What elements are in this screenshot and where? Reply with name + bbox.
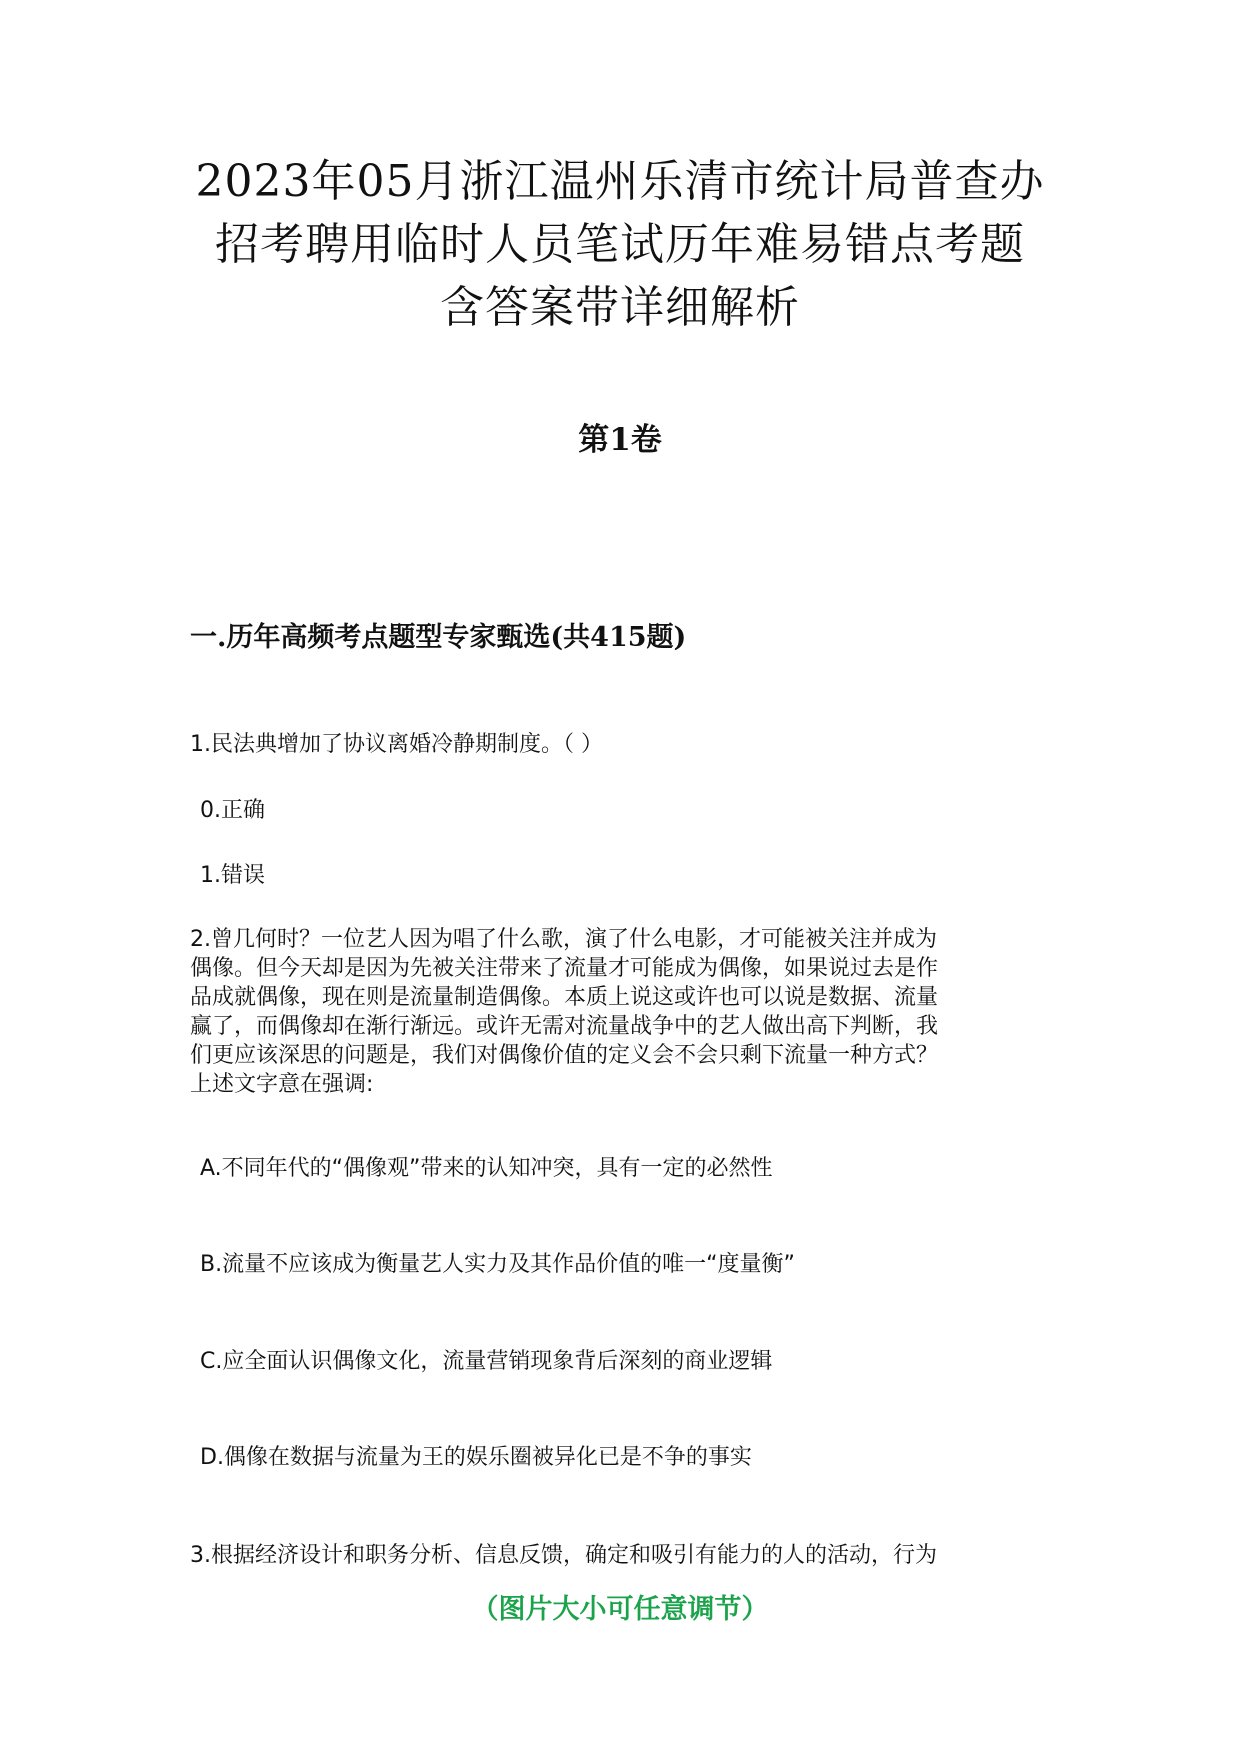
question-2-option-d: D.偶像在数据与流量为王的娱乐圈被异化已是不争的事实 <box>200 1445 752 1470</box>
volume-label: 第1卷 <box>578 422 662 458</box>
question-2-stem-line: 2.曾几何时？一位艺人因为唱了什么歌，演了什么电影，才可能被关注并成为 <box>190 927 937 952</box>
footer-note: （图片大小可任意调节） <box>471 1594 769 1625</box>
question-3-stem: 3.根据经济设计和职务分析、信息反馈，确定和吸引有能力的人的活动，行为 <box>190 1543 937 1568</box>
question-1-option-1: 1.错误 <box>200 863 265 888</box>
question-2-option-a: A.不同年代的“偶像观”带来的认知冲突，具有一定的必然性 <box>200 1156 773 1181</box>
question-2-stem-line: 上述文字意在强调: <box>190 1072 374 1097</box>
title-line-2: 招考聘用临时人员笔试历年难易错点考题 <box>215 219 1025 270</box>
section-heading: 一.历年高频考点题型专家甄选(共415题) <box>190 622 687 653</box>
question-2-stem <box>190 925 1060 1099</box>
document-title <box>150 150 1090 339</box>
title-line-1: 2023年05月浙江温州乐清市统计局普查办 <box>195 156 1045 207</box>
question-2-option-b: B.流量不应该成为衡量艺人实力及其作品价值的唯一“度量衡” <box>200 1252 795 1277</box>
question-1-stem: 1.民法典增加了协议离婚冷静期制度。（ ） <box>190 732 603 757</box>
question-2-stem-line: 偶像。但今天却是因为先被关注带来了流量才可能成为偶像，如果说过去是作 <box>190 956 939 981</box>
question-2-stem-line: 们更应该深思的问题是，我们对偶像价值的定义会不会只剩下流量一种方式？ <box>190 1043 939 1068</box>
question-2-option-c: C.应全面认识偶像文化，流量营销现象背后深刻的商业逻辑 <box>200 1349 773 1374</box>
question-2-stem-line: 赢了，而偶像却在渐行渐远。或许无需对流量战争中的艺人做出高下判断，我 <box>190 1014 939 1039</box>
question-2-stem-line: 品成就偶像，现在则是流量制造偶像。本质上说这或许也可以说是数据、流量 <box>190 985 939 1010</box>
title-line-3: 含答案带详细解析 <box>440 282 800 333</box>
question-1-option-0: 0.正确 <box>200 798 265 823</box>
